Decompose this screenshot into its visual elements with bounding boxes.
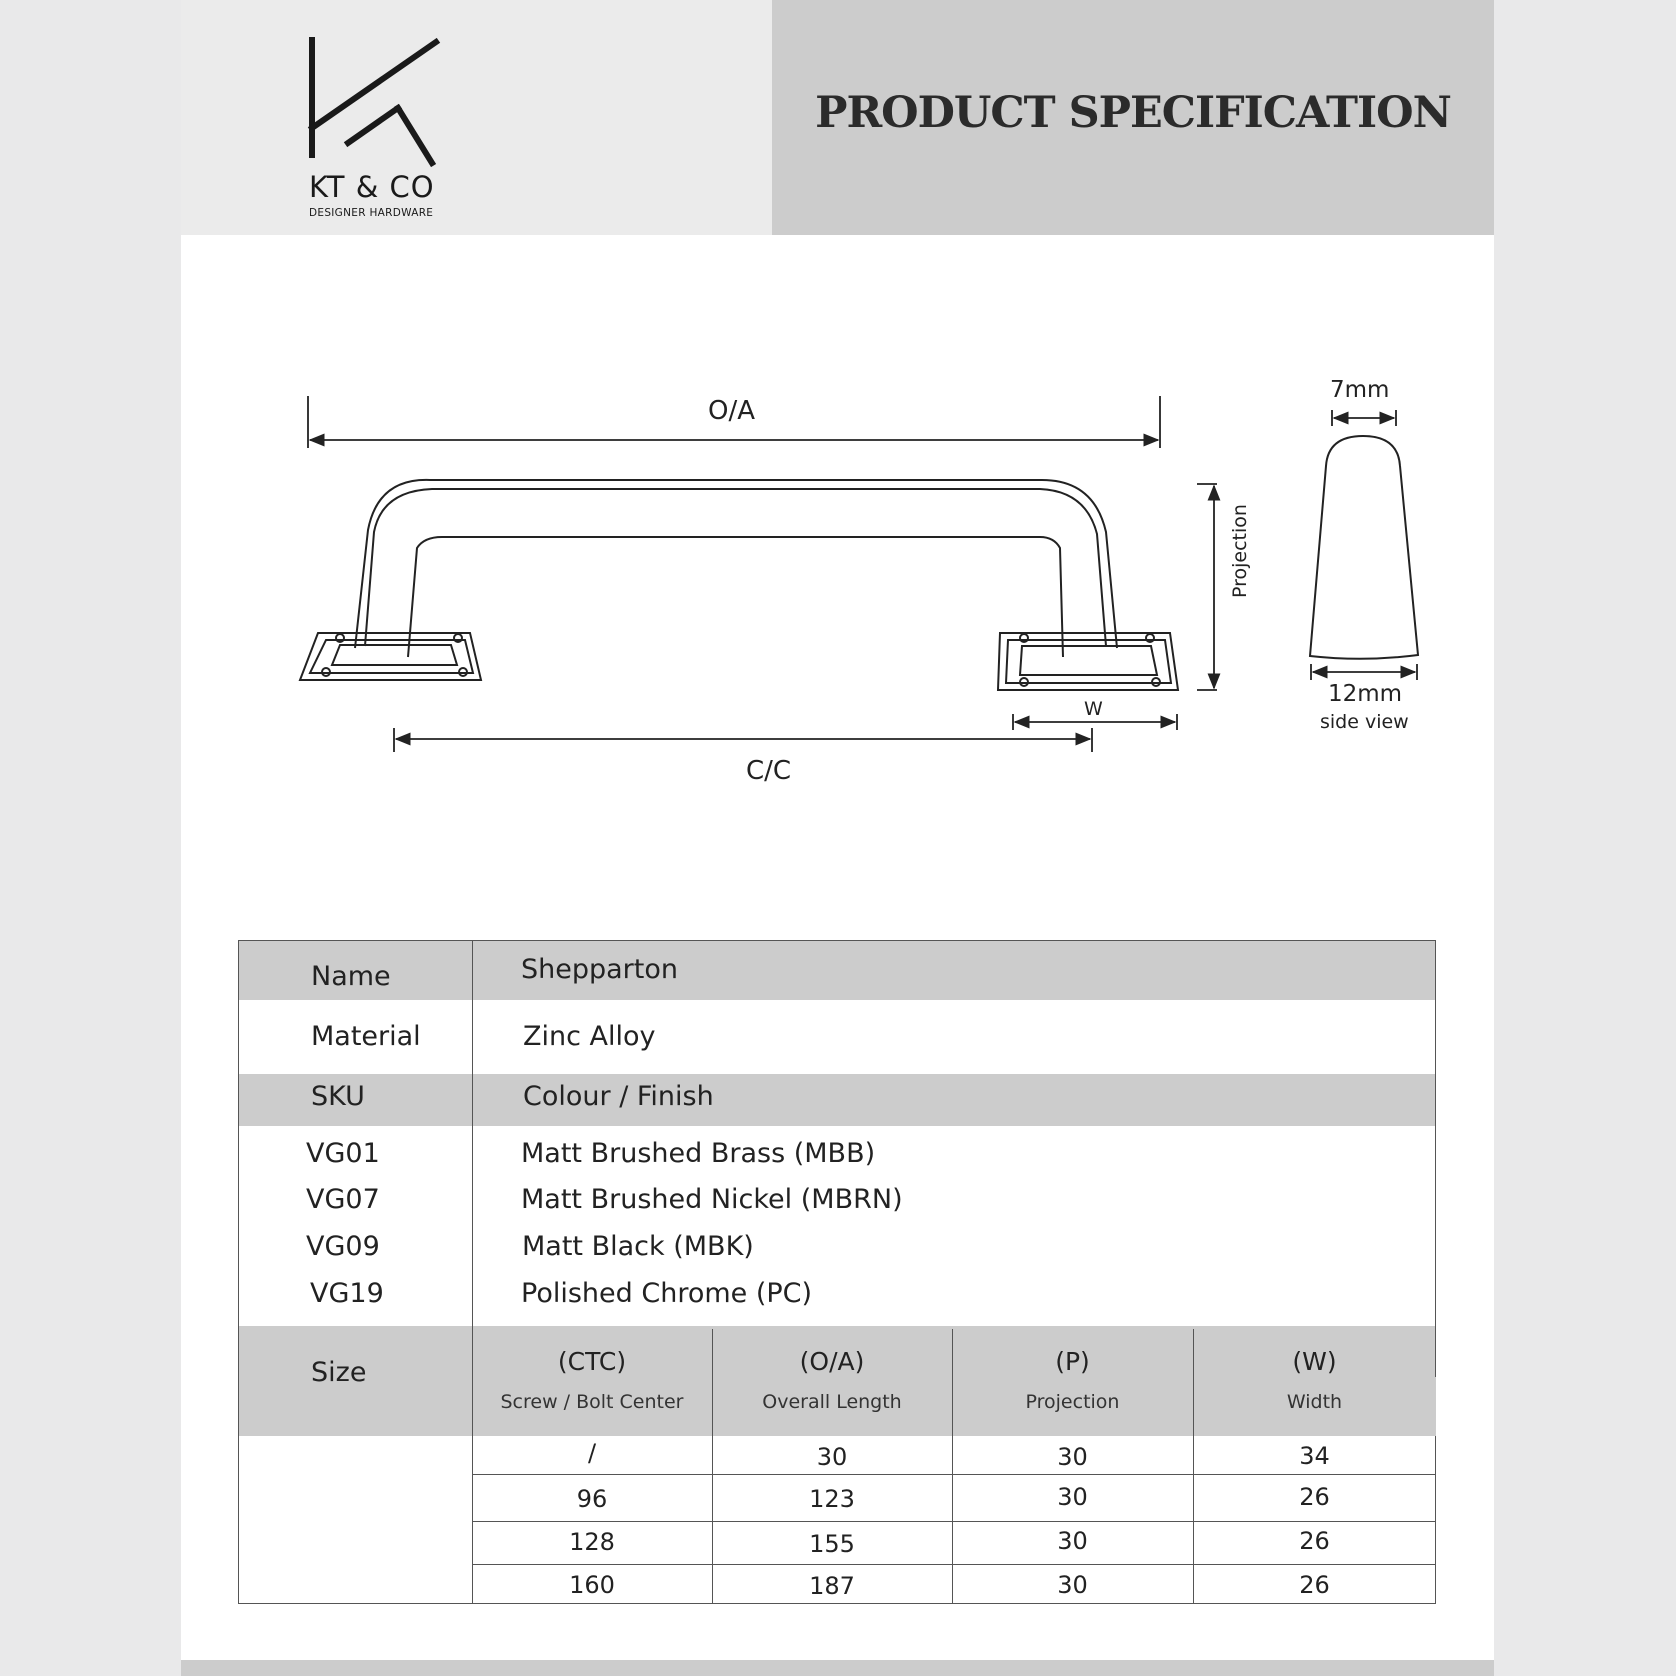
size-w: 26 bbox=[1299, 1527, 1330, 1555]
sku-header-row bbox=[239, 1074, 1435, 1126]
finish-name: Matt Brushed Nickel (MBRN) bbox=[521, 1184, 903, 1215]
size-ctc: 96 bbox=[576, 1485, 608, 1513]
p-code: (P) bbox=[1055, 1347, 1090, 1376]
size-p: 30 bbox=[1057, 1527, 1088, 1555]
w-desc: Width bbox=[1286, 1391, 1343, 1413]
logo-name: KT & CO bbox=[309, 170, 435, 204]
size-w: 34 bbox=[1299, 1442, 1330, 1470]
side-top-dimension: 7mm bbox=[1330, 377, 1390, 403]
size-w: 26 bbox=[1299, 1571, 1330, 1599]
size-p: 30 bbox=[1057, 1443, 1088, 1471]
width-label: W bbox=[1084, 698, 1103, 720]
sku-label: SKU bbox=[311, 1081, 365, 1112]
size-label: Size bbox=[311, 1357, 367, 1388]
logo-tagline: DESIGNER HARDWARE bbox=[309, 207, 434, 219]
sku-code: VG01 bbox=[306, 1138, 380, 1169]
size-p: 30 bbox=[1057, 1571, 1088, 1599]
finish-name: Matt Black (MBK) bbox=[522, 1231, 754, 1262]
name-row bbox=[239, 941, 1435, 1000]
name-value: Shepparton bbox=[521, 954, 679, 985]
w-code: (W) bbox=[1292, 1347, 1337, 1376]
size-oa: 155 bbox=[809, 1530, 855, 1558]
overall-length-label: O/A bbox=[708, 396, 756, 426]
sku-code: VG09 bbox=[306, 1231, 380, 1262]
sku-code: VG07 bbox=[306, 1184, 380, 1215]
ctc-code: (CTC) bbox=[557, 1347, 627, 1376]
ctc-desc: Screw / Bolt Center bbox=[500, 1391, 684, 1413]
size-ctc: 160 bbox=[569, 1571, 615, 1599]
handle-front-view bbox=[300, 480, 1178, 690]
size-oa: 187 bbox=[809, 1572, 855, 1600]
finish-name: Polished Chrome (PC) bbox=[521, 1278, 813, 1309]
size-p: 30 bbox=[1057, 1483, 1088, 1511]
material-value: Zinc Alloy bbox=[523, 1021, 656, 1052]
size-w: 26 bbox=[1299, 1483, 1330, 1511]
size-oa: 30 bbox=[816, 1443, 848, 1471]
material-label: Material bbox=[311, 1021, 421, 1052]
p-desc: Projection bbox=[1025, 1391, 1120, 1413]
name-label: Name bbox=[311, 961, 391, 992]
footer-strip bbox=[181, 1660, 1494, 1676]
size-ctc: / bbox=[587, 1439, 597, 1467]
handle-side-view bbox=[1310, 436, 1418, 659]
sku-code: VG19 bbox=[310, 1278, 384, 1309]
page-title: PRODUCT SPECIFICATION bbox=[815, 88, 1451, 138]
finish-label: Colour / Finish bbox=[523, 1081, 714, 1112]
side-bottom-dimension: 12mm bbox=[1328, 681, 1403, 707]
oa-code: (O/A) bbox=[799, 1347, 865, 1376]
projection-label: Projection bbox=[1229, 504, 1251, 598]
size-ctc: 128 bbox=[569, 1528, 615, 1556]
center-to-center-label: C/C bbox=[746, 756, 792, 786]
side-view-caption: side view bbox=[1320, 711, 1409, 733]
spec-table bbox=[238, 940, 1436, 1604]
size-oa: 123 bbox=[809, 1485, 855, 1513]
finish-name: Matt Brushed Brass (MBB) bbox=[521, 1138, 876, 1169]
oa-desc: Overall Length bbox=[762, 1391, 902, 1413]
logo-mark bbox=[312, 40, 436, 163]
